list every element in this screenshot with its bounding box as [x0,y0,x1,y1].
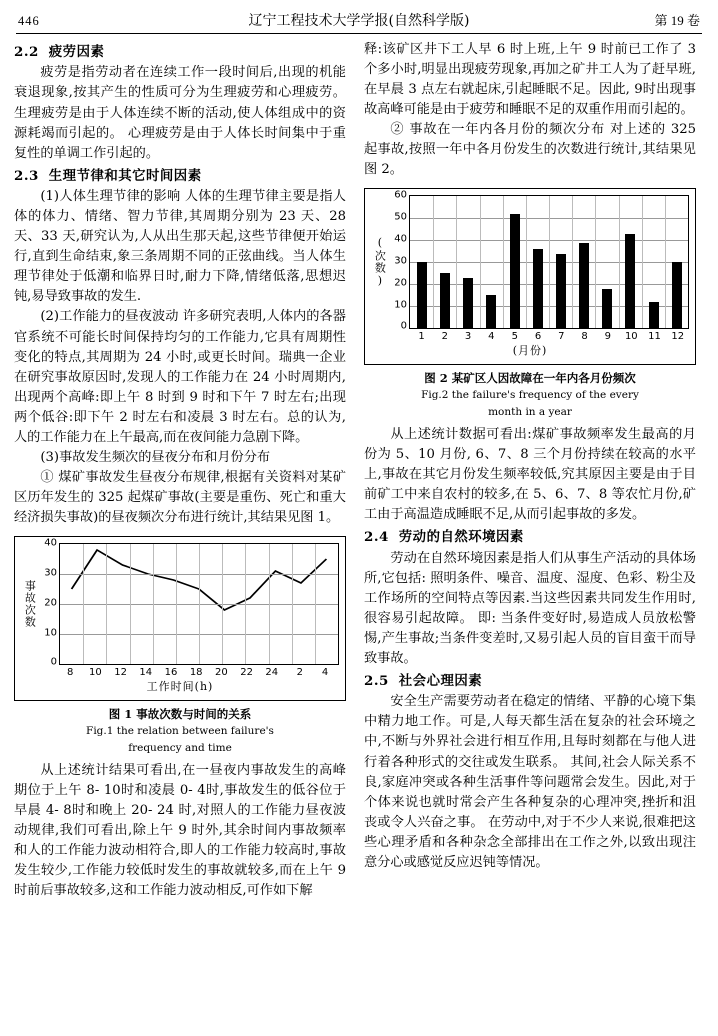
paragraph: 从上述统计结果可看出,在一昼夜内事故发生的高峰期位于上午 8- 10时和凌晨 0- 4时,事故发生的低谷位于早晨 4- 8时和晚上 20- 24 时,对照人的工作能力昼夜波动规律,我们可看出,除上午 9 时外,其余时间内事故频率和人的工作能力波动相符合,即人的工作能力较高时,事故发生较少,工作能力较低时发生的事故就较多,而在上午 9 时前后事故较多,这和工作能力波动相反,可作如下解 [14,762,346,898]
paragraph: ① 煤矿事故发生昼夜分布规律,根据有关资料对某矿区历年发生的 325 起煤矿事故(主要是重伤、死亡和重大经济损失事故)的昼夜频次分布进行统计,其结果见图 1。 [14,469,346,526]
figure-1-yticks: 40 30 20 10 0 [44,537,57,668]
right-column [364,40,696,992]
page-header [14,10,704,33]
paragraph: (1)人体生理节律的影响 人体的生理节律主要是指人体的体力、情绪、智力节律,其周期分别为 23 天、28 天、33 天,研究认为,人从出生那天起,这些节律便开始运行,直到生命结束,象三条周期不同的正弦曲线。当人体生理节律处于低潮和临界日时,耐力下降,情绪低落,思想迟钝,易导致事故的发生. [14,189,346,305]
section-title: 社会心理因素 [398,672,483,689]
figure-2 [364,188,696,420]
figure-1-plot [59,543,339,665]
section-number: 2.3 [14,167,39,184]
figure-2-caption: 图 2 某矿区人因故障在一年内各月份频次 [424,371,636,386]
two-column-body [14,40,704,992]
figure-1 [14,536,346,756]
section-title: 疲劳因素 [48,44,105,60]
left-column [14,40,346,992]
section-heading-2-3 [14,166,346,186]
section-number: 2.2 [14,44,39,60]
figure-2-xlabel: (月份) [512,344,548,358]
figure-1-caption-en-1: Fig.1 the relation between failure's [86,725,274,738]
page-number: 446 [18,14,40,28]
paragraph: (3)事故发生频次的昼夜分布和月份分布 [40,449,271,465]
paragraph: (2)工作能力的昼夜波动 许多研究表明,人体内的各器官系统不可能长时间保持均匀的工作能力,它具有周期性变化的特点,其周期为 24 小时,或更长时间。瑞典一企业在研究事故原因时,发现人的工作能力在 24 小时周期内,出现两个高峰:即上午 8 时到 9 时和下午 7 时左右;出现两个低谷:即下午 2 时左右和凌晨 3 时左右。总的认为,人的工作能力在上午最高,而在夜间能力急剧下降。 [14,309,346,445]
figure-1-xticks: 8 10 12 14 16 18 20 22 24 2 4 [67,667,329,679]
figure-1-frame [14,536,346,701]
paragraph: 疲劳是指劳动者在连续工作一段时间后,出现的机能衰退现象,按其产生的性质可分为生理疲劳和心理疲劳。生理疲劳是由于人体连续不断的活动,使人体组成中的资源耗竭而引起的。 心理疲劳是由于人体长时间集中于重复性的单调工作引起的。 [14,65,346,161]
section-title: 劳动的自然环境因素 [398,529,524,546]
figure-2-xticks: 1 2 3 4 5 6 7 8 9 10 11 12 [418,331,685,343]
figure-2-caption-en-2: month in a year [488,406,572,419]
figure-2-caption-en-1: Fig.2 the failure's frequency of the every [421,389,639,402]
header-divider [16,33,702,34]
figure-1-chart [21,537,339,668]
paragraph: 从上述统计数据可看出:煤矿事故频率发生最高的月份为 5、10 月份, 6、7、8 三个月份持续在较高的水平上,事故在其它月份发生频率较低,究其原因主要是由于目前矿工中来自农村的较多,在 5、6、7、8 等农忙月份,矿工由于高温造成睡眠不足,从而引起事故的多发。 [364,426,696,523]
volume-label: 第 19 卷 [654,13,700,28]
figure-2-chart [371,189,689,332]
journal-title: 辽宁工程技术大学学报(自然科学版) [248,13,470,29]
figure-2-frame [364,188,696,365]
paragraph: 安全生产需要劳动者在稳定的情绪、平静的心境下集中精力地工作。可是,人每天都生活在复杂的社会环境之中,不断与外界社会进行相互作用,且每时刻都在与他人进行着各种形式的交往或发生联系。 其间,社会人际关系不良,家庭冲突或各种生活事件等问题常会发生。因此,对于个体来说也就时常会产生各种复杂的心理冲突,挫折和沮丧或令人兴奋之事。 在劳动中,对于不少人来说,很难把这些心理矛盾和各种杂念全部排出在工作之外,以致出现注意分心或感觉反应迟钝等情况。 [364,694,696,870]
figure-1-ylabel: 事故次数 [23,580,37,629]
figure-1-xlabel: 工作时间(h) [146,680,214,694]
figure-1-caption-en-2: frequency and time [128,741,232,754]
section-heading-2-4 [364,527,696,547]
figure-2-ylabel: (次数) [373,236,387,289]
section-heading-2-2 [14,42,346,62]
section-heading-2-5 [364,671,696,691]
figure-2-yticks: 60 50 40 30 20 10 0 [394,189,407,332]
paragraph: 劳动在自然环境因素是指人们从事生产活动的具体场所,它包括: 照明条件、噪音、温度、湿度、色彩、粉尘及工作场所的空间特点等因素.当这些因素共同发生作用时, 很容易引起故障。 即: 当条件变好时,易造成人员放松警惕,产生事故;当条件变差时,又易引起人员的盲目蛮干而导致事故。 [364,550,696,666]
paragraph: 释:该矿区井下工人早 6 时上班,上午 9 时前已工作了 3 个多小时,明显出现疲劳现象,再加之矿井工人为了赶早班,在早晨 3 点左右就起床,引起睡眠不足。因此, 9时出现事故高峰可能是由于疲劳和睡眠不足的双重作用而引起的。 [364,42,696,118]
paragraph: ② 事故在一年内各月份的频次分布 对上述的 325 起事故,按照一年中各月份发生的次数进行统计,其结果见图 2。 [364,122,696,178]
section-number: 2.4 [364,529,389,546]
figure-2-plot [409,195,689,329]
figure-1-caption: 图 1 事故次数与时间的关系 [108,706,252,721]
section-number: 2.5 [364,672,389,689]
section-title: 生理节律和其它时间因素 [48,167,202,184]
